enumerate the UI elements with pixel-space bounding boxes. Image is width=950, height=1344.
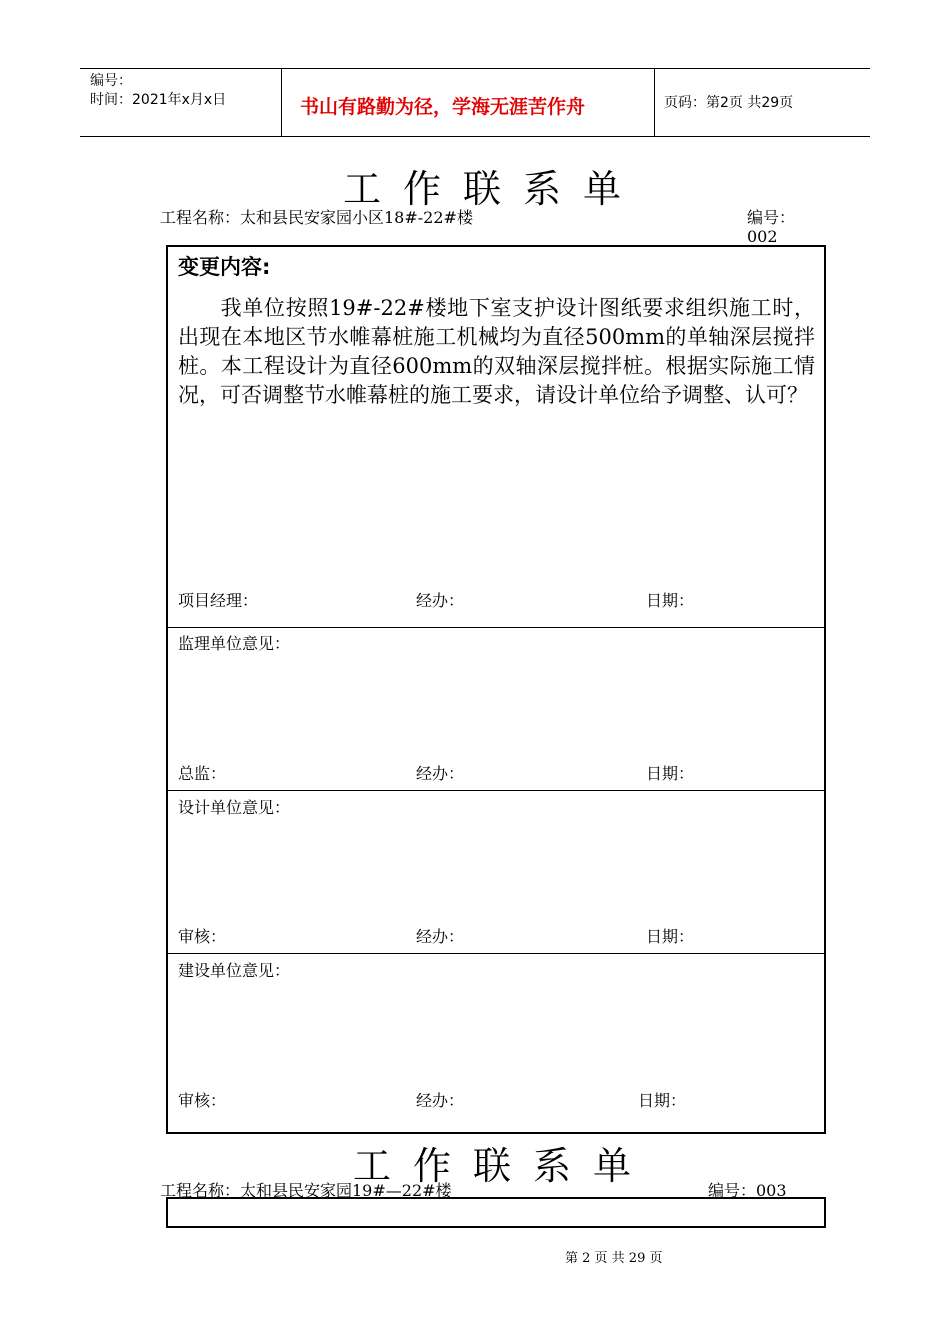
supervisor-opinion-label: 监理单位意见： bbox=[178, 634, 291, 653]
owner-opinion-label: 建设单位意见： bbox=[178, 961, 291, 980]
change-text: 我单位按照19#-22#楼地下室支护设计图纸要求组织施工时，出现在本地区节水帷幕桩施工机械均为直径500mm的单轴深层搅拌桩。本工程设计为直径600mm的双轴深层搅拌桩。根据实际施工情况，可否调整节水帷幕桩的施工要求，请设计单位给予调整、认可？ bbox=[178, 296, 815, 407]
section-divider bbox=[167, 790, 825, 791]
header-bottom-border bbox=[80, 136, 870, 137]
header-divider bbox=[281, 68, 282, 136]
header-date: 时间：2021年x月x日 bbox=[90, 92, 227, 108]
form-number-label: 编号： bbox=[747, 208, 796, 227]
header-page-info: 页码：第2页 共29页 bbox=[664, 95, 794, 111]
form-number-value: 002 bbox=[747, 227, 778, 246]
sign-handler: 经办： bbox=[416, 591, 465, 610]
header-divider bbox=[654, 68, 655, 136]
form2-title: 工作联系单 bbox=[353, 1144, 654, 1188]
sign-reviewer: 审核： bbox=[178, 927, 227, 946]
sign-reviewer: 审核： bbox=[178, 1091, 227, 1110]
sign-handler: 经办： bbox=[416, 927, 465, 946]
change-heading: 变更内容: bbox=[178, 255, 271, 279]
section-divider bbox=[167, 627, 825, 628]
sign-date: 日期： bbox=[646, 927, 695, 946]
header-number-label: 编号： bbox=[90, 73, 132, 89]
sign-date: 日期： bbox=[646, 591, 695, 610]
sign-date: 日期： bbox=[646, 764, 695, 783]
page-footer: 第 2 页 共 29 页 bbox=[565, 1251, 663, 1266]
sign-chief-supervisor: 总监： bbox=[178, 764, 227, 783]
sign-handler: 经办： bbox=[416, 764, 465, 783]
design-opinion-label: 设计单位意见： bbox=[178, 798, 291, 817]
form2-table bbox=[166, 1197, 826, 1228]
section-divider bbox=[167, 953, 825, 954]
change-content bbox=[178, 294, 815, 410]
form-title: 工作联系单 bbox=[343, 167, 644, 211]
sign-handler: 经办： bbox=[416, 1091, 465, 1110]
project-name: 工程名称：太和县民安家园小区18#-22#楼 bbox=[160, 208, 473, 227]
sign-date: 日期： bbox=[638, 1091, 687, 1110]
header-motto: 书山有路勤为径，学海无涯苦作舟 bbox=[300, 96, 586, 118]
sign-project-manager: 项目经理： bbox=[178, 591, 259, 610]
header-top-border bbox=[80, 68, 870, 69]
form2-project-name: 工程名称：太和县民安家园19#—22#楼 bbox=[160, 1181, 452, 1200]
form2-number: 编号：003 bbox=[708, 1181, 787, 1200]
